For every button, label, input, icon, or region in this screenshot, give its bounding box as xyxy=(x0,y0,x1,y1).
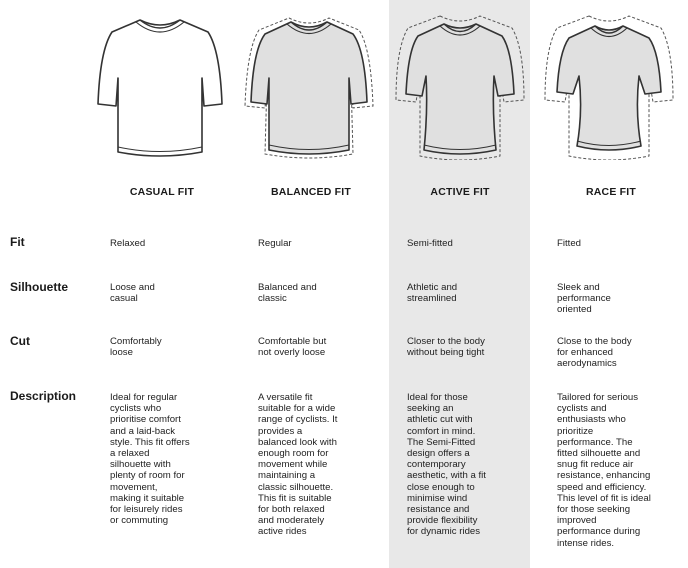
cell-silhouette-race: Sleek and performance oriented xyxy=(557,282,611,316)
cell-fit-race: Fitted xyxy=(557,238,581,249)
casual-fit-jersey-icon xyxy=(92,10,228,160)
balanced-fit-jersey-icon xyxy=(241,10,377,160)
cell-silhouette-casual: Loose and casual xyxy=(110,282,155,305)
cell-description-balanced: A versatile fit suitable for a wide range of cyclists. It provides a balanced look with enough room for movement while maintaining a classic silhouette. This fit is suitable for both relaxed and moderately active rides xyxy=(258,392,338,538)
column-title-active: ACTIVE FIT xyxy=(430,186,490,198)
active-fit-jersey-icon xyxy=(392,10,528,160)
race-fit-jersey-icon xyxy=(541,10,677,160)
row-label-fit: Fit xyxy=(10,235,25,249)
cell-cut-balanced: Comfortable but not overly loose xyxy=(258,336,327,359)
cell-description-race: Tailored for serious cyclists and enthusiasts who prioritize performance. The fitted silhouette and snug fit reduce air resistance, enhancing speed and efficiency. This level of fit is ideal for those seeking improved performance during intense rides. xyxy=(557,392,651,549)
column-title-balanced: BALANCED FIT xyxy=(271,186,351,198)
row-label-cut: Cut xyxy=(10,334,30,348)
cell-description-active: Ideal for those seeking an athletic cut with comfort in mind. The Semi-Fitted design offers a contemporary aesthetic, with a fit close enough to minimise wind resistance and provide flexibility for dynamic rides xyxy=(407,392,486,538)
cell-cut-race: Close to the body for enhanced aerodynamics xyxy=(557,336,632,370)
cell-fit-casual: Relaxed xyxy=(110,238,146,249)
cell-description-casual: Ideal for regular cyclists who prioritise comfort and a laid-back style. This fit offers a relaxed silhouette with plenty of room for movement, making it suitable for leisurely rides or commuting xyxy=(110,392,190,527)
cell-silhouette-balanced: Balanced and classic xyxy=(258,282,317,305)
cell-cut-casual: Comfortably loose xyxy=(110,336,162,359)
row-label-silhouette: Silhouette xyxy=(10,280,69,294)
cell-cut-active: Closer to the body without being tight xyxy=(407,336,485,359)
column-title-casual: CASUAL FIT xyxy=(129,186,195,198)
cell-fit-balanced: Regular xyxy=(258,238,292,249)
cell-silhouette-active: Athletic and streamlined xyxy=(407,282,458,305)
row-label-description: Description xyxy=(10,389,77,403)
column-title-race: RACE FIT xyxy=(585,186,636,198)
cell-fit-active: Semi-fitted xyxy=(407,238,453,249)
